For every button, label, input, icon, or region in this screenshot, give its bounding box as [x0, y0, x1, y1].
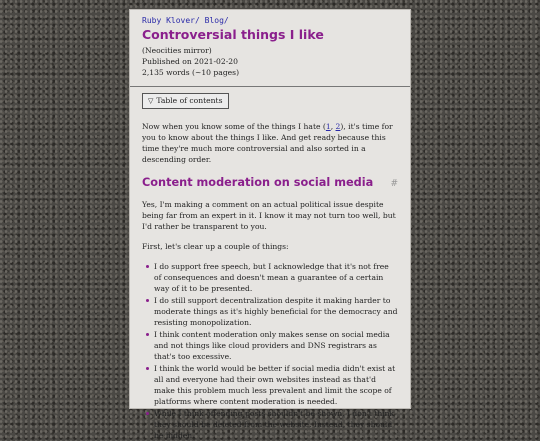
toc-label: Table of contents	[156, 96, 223, 105]
table-of-contents-button[interactable]	[142, 93, 229, 109]
list-item: While I think offending posts shouldn't be shown, I don't think they should be deleted from the website. Instead, they should be hidden.	[154, 408, 398, 441]
points-list	[142, 261, 398, 441]
article-header	[130, 10, 410, 84]
breadcrumb-blog-link[interactable]: Blog/	[204, 16, 229, 25]
disclosure-triangle-icon: ▽	[148, 97, 154, 105]
breadcrumb	[142, 16, 398, 25]
intro-text-end: ), it's time for you to know about the things I like. And get ready because this time they're much more controversial and also sorted in a descending order.	[142, 122, 393, 164]
intro-paragraph	[142, 121, 398, 165]
list-item: I do support free speech, but I acknowledge that it's not free of consequences and doesn't mean a guarantee of a certain way of it to be presented.	[154, 261, 398, 294]
section-title: Content moderation on social media	[142, 176, 374, 189]
section-paragraph-1: Yes, I'm making a comment on an actual political issue despite being far from an expert in it. I know it may not turn too well, but I'd rather be transparent to you.	[142, 200, 396, 231]
section-paragraph-2: First, let's clear up a couple of things:	[142, 242, 289, 251]
word-count: 2,135 words (~10 pages)	[142, 68, 240, 77]
mirror-note: (Neocities mirror)	[142, 46, 212, 55]
intro-text-start: Now when you know some of the things I hate (	[142, 122, 326, 131]
published-date: Published on 2021-02-20	[142, 57, 238, 66]
intro-separator: ,	[330, 122, 336, 131]
article-page	[129, 9, 411, 440]
breadcrumb-author-link[interactable]: Ruby Klover/	[142, 16, 200, 25]
section-heading	[142, 177, 398, 190]
list-item: I think the world would be better if social media didn't exist at all and everyone had their own websites instead as that'd make this problem much less prevalent and limit the scope of platforms where content moderation is needed.	[154, 363, 398, 407]
list-item: I do still support decentralization despite it making harder to moderate things as it's highly beneficial for the democracy and resisting monopolization.	[154, 296, 398, 327]
list-item: I think content moderation only makes sense on social media and not things like cloud providers and DNS registrars as that's too excessive.	[154, 329, 398, 362]
section-anchor-link[interactable]: #	[390, 179, 398, 189]
page-title: Controversial things I like	[142, 27, 324, 42]
hate-post-link-2[interactable]: 2	[335, 122, 341, 131]
article-content	[130, 87, 410, 441]
hate-post-link-1[interactable]: 1	[325, 122, 331, 131]
